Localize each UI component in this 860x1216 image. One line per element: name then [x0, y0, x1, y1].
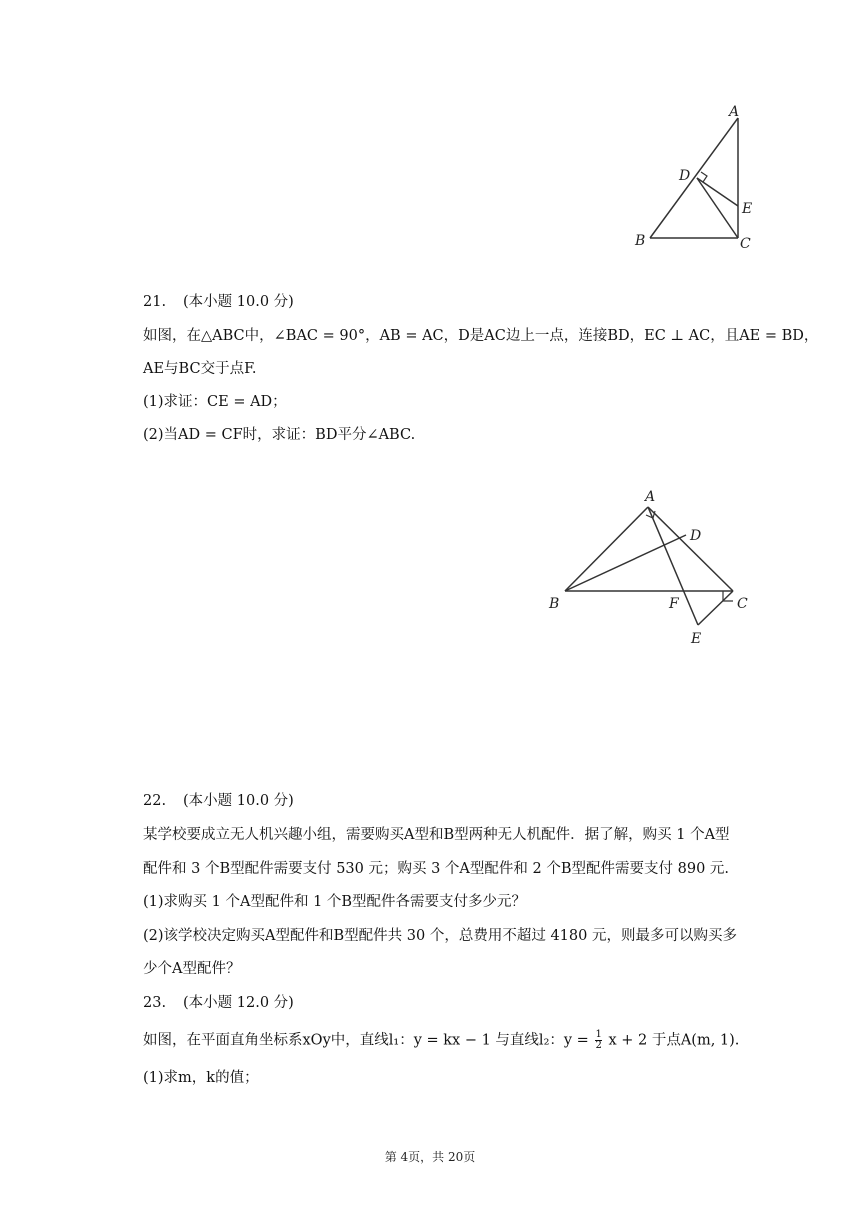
- q23-number: 23.: [143, 995, 167, 1011]
- q23-line1-text-a: 如图，在平面直角坐标系xOy中，直线l₁：y = kx − 1 与直线l₂：y =: [143, 1032, 589, 1049]
- q21-score: (本小题 10.0 分): [183, 294, 294, 310]
- fig2-label-a: A: [645, 489, 656, 505]
- page-footer: 第 4页，共 20页: [384, 1150, 476, 1164]
- q23-part1: (1)求m，k的值；: [143, 1070, 259, 1086]
- q22-part2-b: 少个A型配件？: [143, 961, 241, 977]
- fig2-label-c: C: [737, 596, 748, 612]
- figure-1-svg: [625, 100, 765, 255]
- q21-part2: (2)当AD = CF时，求证：BD平分∠ABC.: [143, 427, 416, 443]
- fig1-label-b: B: [635, 233, 646, 249]
- q22-line2: 配件和 3 个B型配件需要支付 530 元；购买 3 个A型配件和 2 个B型配件需要支付 890 元.: [143, 861, 730, 877]
- fig2-label-d: D: [690, 528, 702, 544]
- fig2-label-e: E: [691, 631, 702, 647]
- q23-score: (本小题 12.0 分): [183, 995, 294, 1011]
- q21-line1: 如图，在△ABC中，∠BAC = 90°，AB = AC，D是AC边上一点，连接BD，EC ⊥ AC，且AE = BD，: [143, 328, 819, 344]
- figure-triangle-abc-1: [625, 100, 765, 255]
- q22-number: 22.: [143, 793, 167, 809]
- fig1-label-d: D: [679, 168, 691, 184]
- q23-frac-denominator: 2: [595, 1040, 602, 1051]
- q21-number: 21.: [143, 294, 167, 310]
- q23-header: [143, 993, 294, 1013]
- q22-part2-a: (2)该学校决定购买A型配件和B型配件共 30 个，总费用不超过 4180 元，则最多可以购买多: [143, 928, 737, 944]
- q21-line2: AE与BC交于点F.: [143, 361, 257, 377]
- q21-header: [143, 292, 294, 312]
- q23-line1: [143, 1030, 739, 1051]
- q22-line1: 某学校要成立无人机兴趣小组，需要购买A型和B型两种无人机配件．据了解，购买 1 个A型: [143, 827, 730, 843]
- fig2-label-b: B: [549, 596, 560, 612]
- q23-frac-numerator: 1: [595, 1029, 602, 1040]
- figure-triangle-abc-2: [545, 485, 755, 650]
- q22-header: [143, 791, 294, 811]
- q22-part1: (1)求购买 1 个A型配件和 1 个B型配件各需要支付多少元？: [143, 894, 527, 910]
- figure-2-svg: [545, 485, 755, 650]
- fig2-label-f: F: [669, 596, 679, 612]
- q21-part1: (1)求证：CE = AD；: [143, 394, 287, 410]
- fig1-label-a: A: [729, 104, 740, 120]
- q23-fraction: [595, 1030, 601, 1051]
- q23-line1-text-b: x + 2 于点A(m, 1).: [608, 1032, 740, 1049]
- fig1-label-e: E: [742, 201, 753, 217]
- fig1-label-c: C: [740, 236, 751, 252]
- q22-score: (本小题 10.0 分): [183, 793, 294, 809]
